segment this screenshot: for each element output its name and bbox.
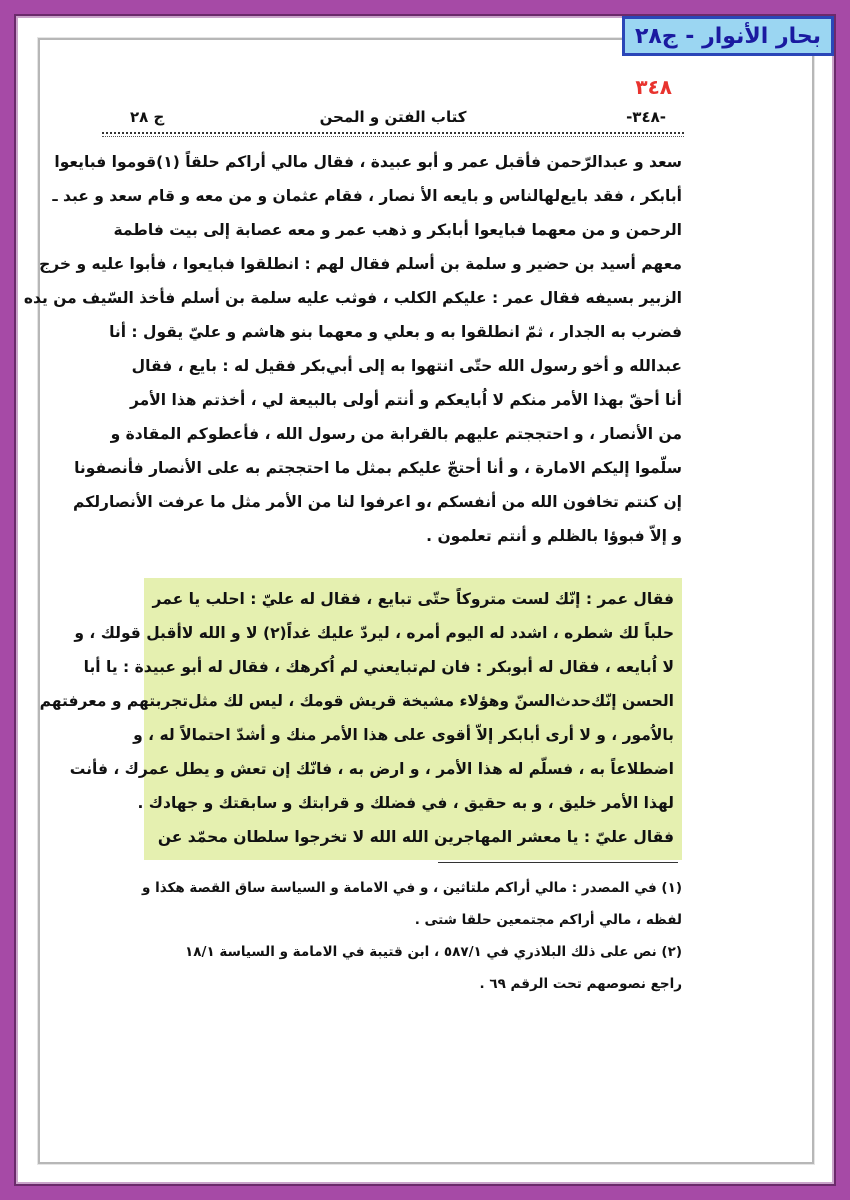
running-head xyxy=(120,108,666,130)
running-head-volume: ج ٢٨ xyxy=(130,108,165,126)
main-text xyxy=(23,145,682,553)
book-title-badge: بحار الأنوار - ج٢٨ xyxy=(622,16,834,56)
running-head-title: كتاب الفتن و المحن xyxy=(319,108,467,126)
footnote-line: راجع نصوصهم تحت الرقم ٦٩ . xyxy=(479,976,682,992)
highlight-line: فقال عمر : إنّك لست متروكاً حتّى تبايع ، فقال له عليّ : احلب يا عمر xyxy=(152,590,674,608)
highlight-line: حلباً لك شطره ، اشدد له اليوم أمره ، ليردّ عليك غداً(٢) لا و الله لاأقبل قولك ، و xyxy=(74,624,674,642)
highlight-line: اضطلاعاً به ، فسلّم له هذا الأمر ، و ارض به ، فانّك إن تعش و يطل عمرك ، فأنت xyxy=(69,760,674,778)
footnotes xyxy=(142,872,682,1000)
text-line: أبابكر ، فقد بايع‌لهالناس و بايعه الأ نصار ، فقام عثمان و من معه و قام سعد و عبد ـ xyxy=(52,187,682,205)
footnote-line: لفظه ، مالي أراكم مجتمعين حلقا شتى . xyxy=(414,912,682,928)
text-line: سلّموا إليكم الامارة ، و أنا أحتجّ عليكم بمثل ما احتججتم به على الأنصار فأنصفونا xyxy=(74,459,682,477)
text-line: الرحمن و من معهما فبايعوا أبابكر و ذهب عمر و معه عصابة إلى بيت فاطمة xyxy=(113,221,682,239)
highlight-line: فقال عليّ : يا معشر المهاجرين الله الله لا تخرجوا سلطان محمّد عن xyxy=(157,828,674,846)
header-divider xyxy=(102,132,684,134)
text-line: أنا أحقّ بهذا الأمر منكم لا اُبايعكم و أنتم أولى بالبيعة لي ، أخذتم هذا الأمر xyxy=(130,391,682,409)
footnote-divider xyxy=(438,862,678,863)
text-line: معهم أسيد بن حضير و سلمة بن أسلم فقال لهم : انطلقوا فبايعوا ، فأبوا عليه و خرج xyxy=(39,255,682,273)
footnote-line: (٢) نص على ذلك البلاذري في ٥٨٧/١ ، ابن قتيبة في الامامة و السياسة ١٨/١ xyxy=(185,944,682,960)
text-line: إن كنتم تخافون الله من أنفسكم ،و اعرفوا لنا من الأمر مثل ما عرفت الأنصارلكم xyxy=(73,493,682,511)
text-line: و إلاّ فبوؤا بالظلم و أنتم تعلمون . xyxy=(426,527,682,545)
highlight-line: لهذا الأمر خليق ، و به حقيق ، في فضلك و قرابتك و سابقتك و جهادك . xyxy=(137,794,674,812)
header-divider-secondary xyxy=(102,136,684,137)
text-line: فضرب به الجدار ، ثمّ انطلقوا به و بعلي و معهما بنو هاشم و عليّ يقول : أنا xyxy=(109,323,682,341)
text-line: عبدالله و أخو رسول الله حتّى انتهوا به إلى أبي‌بكر فقيل له : بايع ، فقال xyxy=(131,357,682,375)
page-number-label: ٣٤٨ xyxy=(635,75,672,99)
highlighted-passage xyxy=(39,578,682,860)
highlight-line: الحسن إنّك‌حدث‌السنّ وهؤلاء مشيخة قريش قومك ، ليس لك مثل‌تجربتهم و معرفتهم xyxy=(39,692,674,710)
highlight-line: بالاُمور ، و لا أرى أبابكر إلاّ أقوى على هذا الأمر منك و أشدّ احتمالاً له ، و xyxy=(133,726,674,744)
footnote-line: (١) في المصدر : مالي أراكم ملتاثين ، و في الامامة و السياسة ساق القصة هكذا و xyxy=(142,880,682,896)
highlight-line: لا اُبايعه ، فقال له أبوبكر : فان لم‌تبايعني لم اُكرهك ، فقال له أبو عبيدة : يا أبا xyxy=(83,658,674,676)
text-line: من الأنصار ، و احتججتم عليهم بالقرابة من رسول الله ، فأعطوكم المقادة و xyxy=(110,425,682,443)
running-head-page: -٣٤٨- xyxy=(626,108,666,126)
text-line: الزبير بسيفه فقال عمر : عليكم الكلب ، فوثب عليه سلمة بن أسلم فأخذ السّيف من يده xyxy=(23,289,682,307)
text-line: سعد و عبدالرّحمن فأقبل عمر و أبو عبيدة ، فقال مالي أراكم حلقاً (١)قوموا فبايعوا xyxy=(54,153,682,171)
